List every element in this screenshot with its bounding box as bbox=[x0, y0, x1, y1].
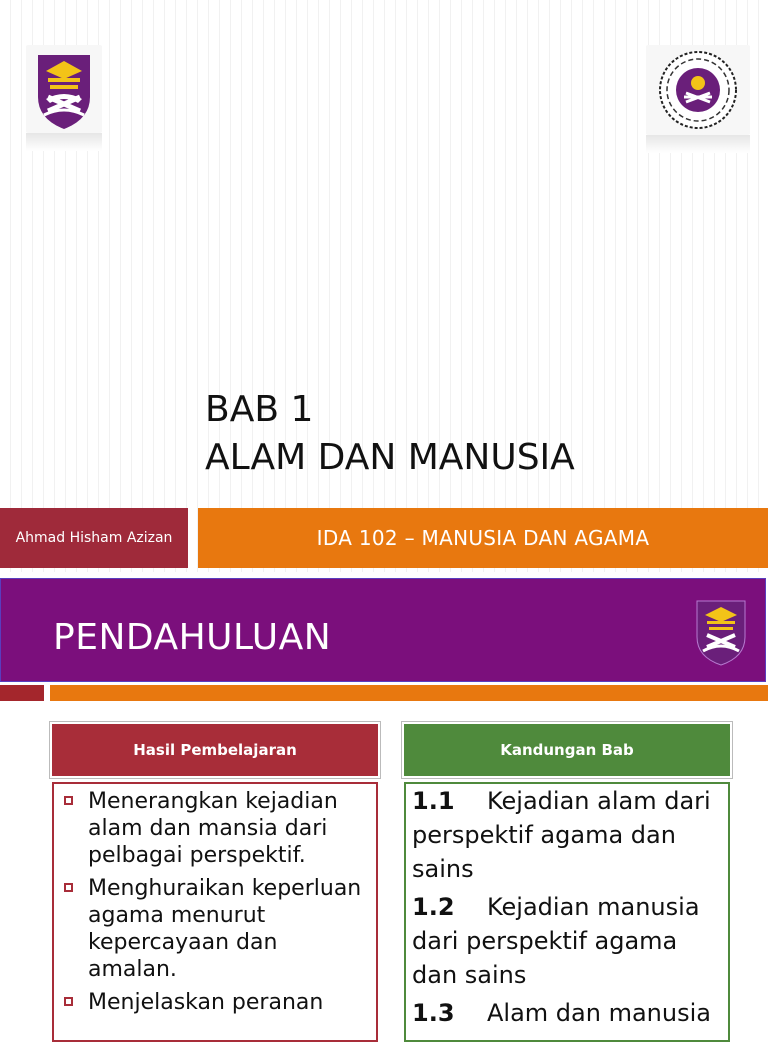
banner-title: PENDAHULUAN bbox=[53, 617, 332, 658]
chapter-contents-header: Kandungan Bab bbox=[404, 724, 730, 776]
square-bullet-icon bbox=[64, 796, 73, 805]
course-label: IDA 102 – MANUSIA DAN AGAMA bbox=[198, 508, 768, 568]
list-item: Menjelaskan peranan bbox=[60, 989, 368, 1016]
chapter-title: ALAM DAN MANUSIA bbox=[205, 437, 575, 478]
uitm-crest-icon bbox=[26, 45, 102, 133]
chapter-contents-box bbox=[404, 782, 730, 1042]
uitm-crest-icon bbox=[691, 597, 751, 667]
list-item: 1.1 Kejadian alam dari perspektif agama dan sains bbox=[412, 787, 711, 883]
seal-logo-card bbox=[646, 45, 750, 135]
learning-outcomes-box bbox=[52, 782, 378, 1042]
list-item: Menghuraikan keperluan agama menurut kepercayaan dan amalan. bbox=[60, 875, 368, 983]
islamic-center-seal-icon bbox=[646, 45, 750, 135]
learning-outcomes-header: Hasil Pembelajaran bbox=[52, 724, 378, 776]
contents-list bbox=[406, 784, 728, 1030]
list-item: 1.3 Alam dan manusia bbox=[412, 999, 711, 1027]
author-label: Ahmad Hisham Azizan bbox=[0, 508, 188, 568]
list-item: 1.2 Kejadian manusia dari perspektif agama dan sains bbox=[412, 893, 700, 989]
slide-title bbox=[205, 386, 575, 482]
accent-bar-red bbox=[0, 685, 44, 701]
chapter-number: BAB 1 bbox=[205, 389, 314, 430]
square-bullet-icon bbox=[64, 997, 73, 1006]
objectives-list bbox=[54, 784, 376, 1016]
square-bullet-icon bbox=[64, 883, 73, 892]
section-banner bbox=[0, 578, 766, 682]
accent-bar-orange bbox=[50, 685, 768, 701]
list-item: Menerangkan kejadian alam dan mansia dari pelbagai perspektif. bbox=[60, 788, 368, 869]
uitm-logo-card bbox=[26, 45, 102, 133]
